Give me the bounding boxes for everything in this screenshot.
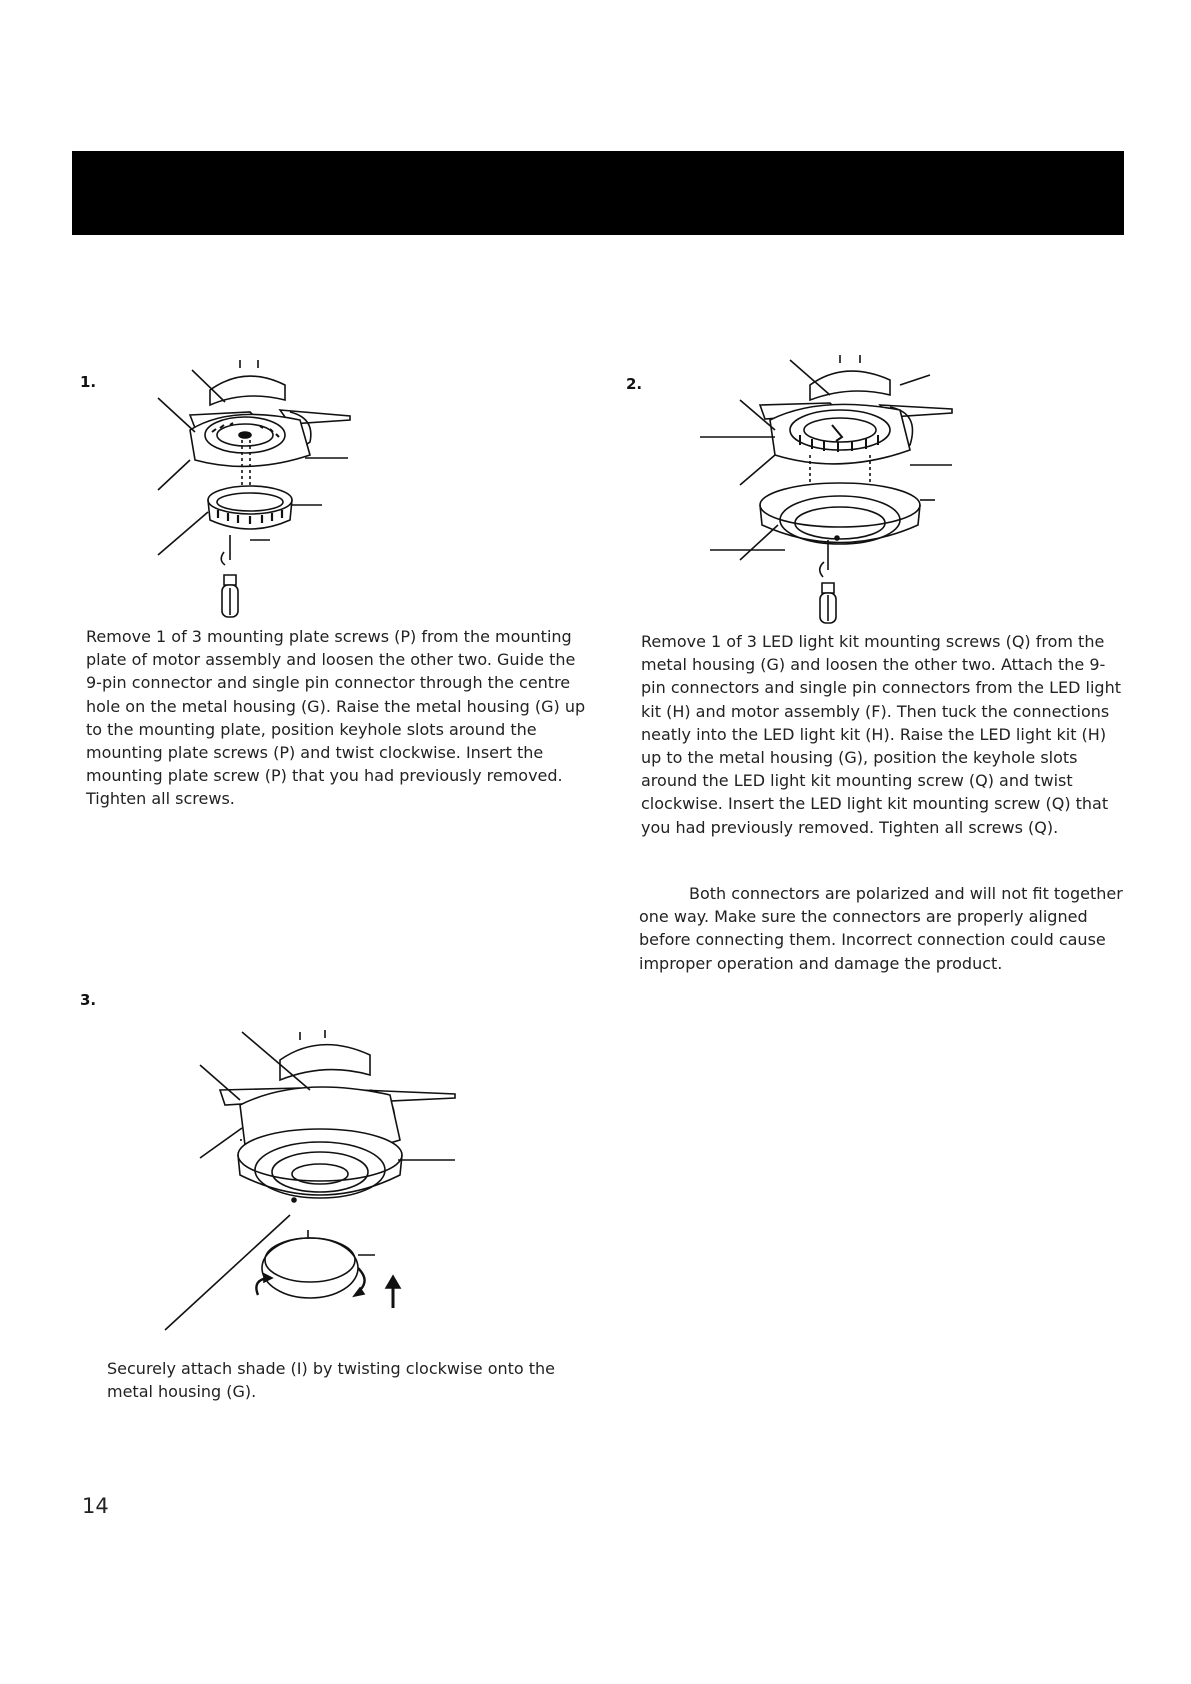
step-2-illustration (700, 355, 960, 625)
step-2-number: 2. (626, 375, 643, 393)
step-1-text: Remove 1 of 3 mounting plate screws (P) from the mounting plate of motor assembly and loosen the other two. Guide the 9-pin connector and single pin connector through the centre hole on the metal housing (G). Raise the metal housing (G) up to the mounting plate, position keyhole slots around the mounting plate screws (P) and twist clockwise. Insert the mounting plate screw (P) that you had previously removed. Tighten all screws. (86, 627, 586, 809)
step-3-text: Securely attach shade (I) by twisting clockwise onto the metal housing (G). (107, 1359, 556, 1402)
step-1-number: 1. (80, 373, 97, 391)
step-2-note: Both connectors are polarized and will not fit together one way. Make sure the connectors are properly aligned before connecting them. Incorrect connection could cause improper operation and damage the product. (639, 884, 1123, 973)
page-number: 14 (82, 1494, 109, 1518)
step-3-number: 3. (80, 991, 97, 1009)
step-3-illustration (160, 1030, 460, 1335)
step-1-illustration (150, 360, 360, 620)
header-bar (72, 151, 1124, 235)
step-2-text: Remove 1 of 3 LED light kit mounting screws (Q) from the metal housing (G) and loosen the other two. Attach the 9-pin connectors and single pin connectors from the LED light kit (H) and motor assembly (F). Then tuck the connections neatly into the LED light kit (H). Raise the LED light kit (H) up to the metal housing (G), position the keyhole slots around the LED light kit mounting screw (Q) and twist clockwise. Insert the LED light kit mounting screw (Q) that you had previously removed. Tighten all screws (Q). (641, 632, 1121, 837)
